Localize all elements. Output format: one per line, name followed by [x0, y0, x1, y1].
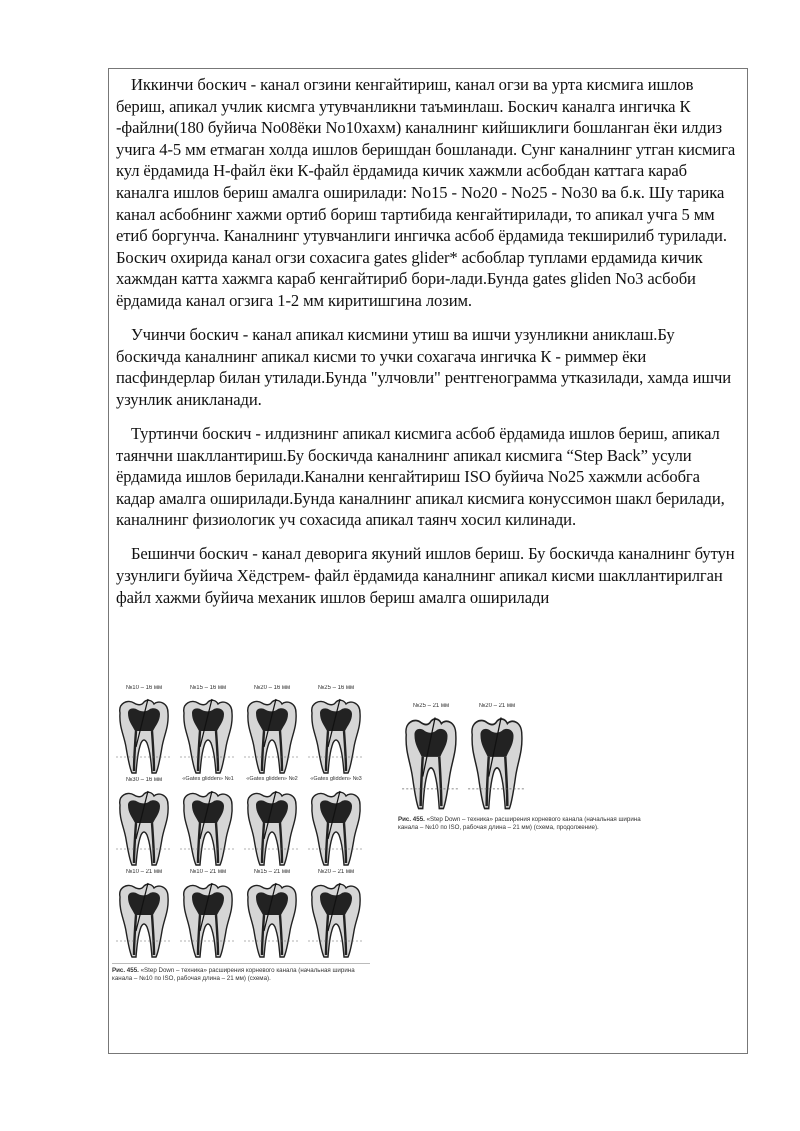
instrument-label: №30 – 16 мм — [125, 777, 163, 783]
caption-title: Рис. 455. — [398, 816, 425, 823]
step-down-figure — [112, 685, 370, 982]
figure-row — [112, 685, 370, 777]
tooth-illustration — [178, 789, 238, 867]
tooth-diagram — [112, 777, 176, 869]
tooth-diagram — [112, 869, 176, 961]
tooth-illustration — [306, 697, 366, 775]
tooth-diagram — [176, 869, 240, 961]
caption-text: «Step Down – техника» расширения корневого канала (начальная ширина канала – №10 по ISO, рабочая длина – 21 мм) (схема). — [112, 967, 355, 982]
tooth-diagram — [240, 869, 304, 961]
tooth-illustration — [242, 789, 302, 867]
instrument-label: №15 – 21 мм — [253, 869, 291, 875]
instrument-label: №10 – 21 мм — [189, 869, 227, 875]
instrument-label: №20 – 21 мм — [317, 869, 355, 875]
instrument-label: №10 – 21 мм — [125, 869, 163, 875]
tooth-diagram — [112, 685, 176, 777]
tooth-illustration — [178, 697, 238, 775]
figure-row — [112, 869, 370, 961]
paragraph-stage-5: Бешинчи боскич - канал деворига якуний ишлов бериш. Бу боскичда каналнинг бутун узунлиги буйича Хёдстрем- файл ёрдамида каналнинг апикал кисми шакллантирилган файл хажми буйича механик ишлов бериш амалга оширилади — [116, 544, 735, 607]
figure-divider — [112, 963, 370, 964]
figure-row — [398, 703, 648, 813]
tooth-diagram — [464, 703, 530, 813]
tooth-diagram — [304, 869, 368, 961]
caption-text: «Step Down – техника» расширения корневого канала (начальная ширина канала – №10 по ISO, рабочая длина – 21 мм) (схема, продолжение). — [398, 816, 641, 831]
tooth-illustration — [114, 789, 174, 867]
instrument-label: «Gates glidden» №2 — [246, 776, 298, 782]
tooth-illustration — [114, 881, 174, 959]
tooth-illustration — [306, 789, 366, 867]
tooth-diagram — [398, 703, 464, 813]
tooth-illustration — [242, 697, 302, 775]
tooth-diagram — [240, 685, 304, 777]
tooth-diagram — [176, 777, 240, 869]
instrument-label: №10 – 16 мм — [125, 685, 163, 691]
tooth-diagram — [176, 685, 240, 777]
instrument-label: «Gates glidden» №1 — [182, 776, 234, 782]
text-block — [116, 74, 742, 621]
tooth-illustration — [178, 881, 238, 959]
tooth-diagram — [304, 777, 368, 869]
paragraph-stage-3: Учинчи боскич - канал апикал кисмини утиш ва ишчи узунликни аниклаш.Бу боскичда каналнинг апикал кисми то учки сохагача ингичка К - риммер ёки пасфиндерлар билан утилади.Бунда "улчовли" рентгенограмма утказилади, хамда ишчи узунлик аникланади. — [116, 325, 732, 409]
tooth-illustration — [114, 697, 174, 775]
instrument-label: «Gates glidden» №3 — [310, 776, 362, 782]
instrument-label: №20 – 21 мм — [478, 703, 516, 709]
tooth-diagram — [240, 777, 304, 869]
tooth-illustration — [306, 881, 366, 959]
tooth-diagram — [304, 685, 368, 777]
paragraph-stage-4: Туртинчи боскич - илдизнинг апикал кисмига асбоб ёрдамида ишлов бериш, апикал таянчни шакллантириш.Бу боскичда каналнинг апикал кисмига “Step Back” усули ёрдамида ишлов берилади.Канални кенгайтириш ISO буйича No25 хажмли асбобга кадар амалга оширилади.Бунда каналнинг апикал кисмига конуссимон шакл берилади, каналнинг физиологик уч сохасида апикал таянч хосил килинади. — [116, 423, 725, 530]
figure-caption — [398, 816, 648, 831]
paragraph-stage-2: Иккинчи боскич - канал огзини кенгайтириш, канал огзи ва урта кисмига ишлов бериш, апикал учлик кисмга утувчанликни таъминлаш. Боскич каналга ингичка К -файлни(180 буйича No08ёки No10хахм) каналнинг кийшиклиги бошланган ёки илдиз учига 4-5 мм етмаган холда ишлов беришдан бошланади. Сунг каналнинг утган кисмига кул ёрдамида Н-файл ёки К-файл ёрдамида кичик хажмли асбобдан каттага караб каналга ишлов бериш амалга оширилади: No15 - No20 - No25 - No30 ва б.к. Шу тарика канал асбобнинг хажми ортиб бориш тартибида кенгайтирилади, то апикал учга 5 мм етиб боргунча. Каналнинг утувчанлиги ингичка асбоб ёрдамида текширилиб турилади. Боскич охирида канал огзи сохасига gates glider* асбоблар туплами ердамида кичик хажмдан катта хажмга караб кенгайтириб бори-лади.Бунда gates gliden No3 асбоби ёрдамида канал огзига 1-2 мм киритишгина лозим. — [116, 75, 736, 310]
figure-row — [112, 777, 370, 869]
instrument-label: №25 – 16 мм — [317, 685, 355, 691]
tooth-illustration — [242, 881, 302, 959]
tooth-illustration — [400, 715, 462, 811]
instrument-label: №20 – 16 мм — [253, 685, 291, 691]
instrument-label: №25 – 21 мм — [412, 703, 450, 709]
tooth-illustration — [466, 715, 528, 811]
caption-title: Рис. 455. — [112, 967, 139, 974]
instrument-label: №15 – 16 мм — [189, 685, 227, 691]
figure-caption — [112, 967, 370, 982]
step-down-figure-continued — [398, 703, 648, 831]
